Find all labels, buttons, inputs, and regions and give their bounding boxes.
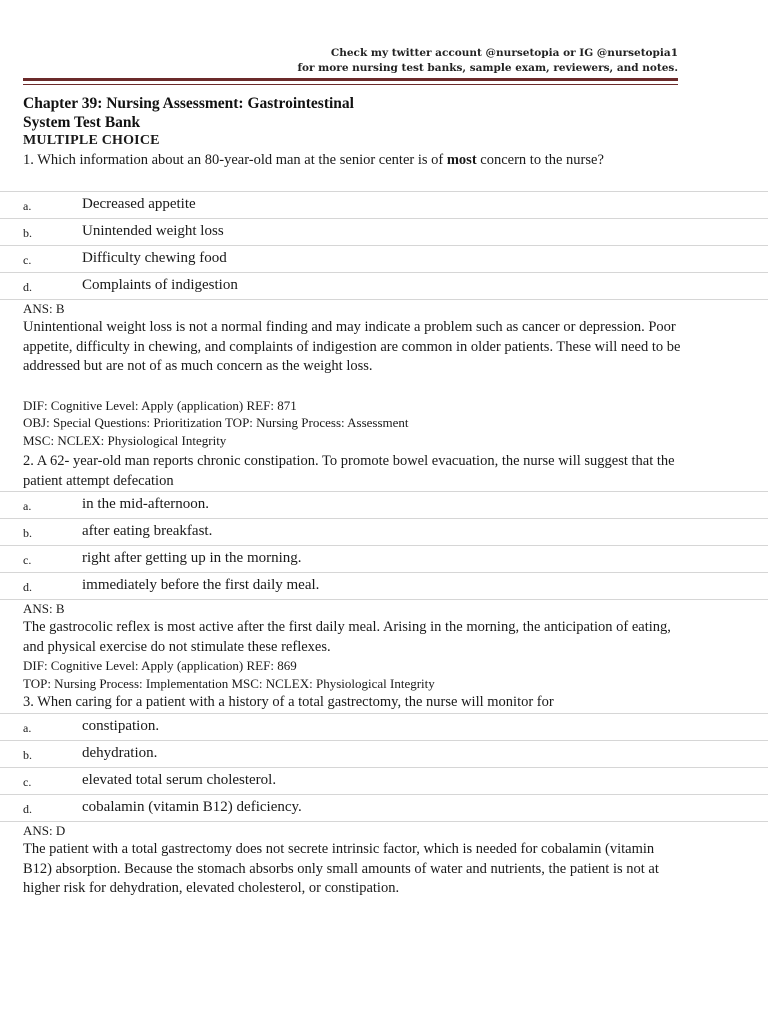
question-2-rationale: The gastrocolic reflex is most active after the first daily meal. Arising in the morning, the anticipation of eating, and physical exercise do not stimulate these reflexes. [23,619,671,655]
choice-text: cobalamin (vitamin B12) deficiency. [82,799,302,815]
question-2-choice-a [0,491,768,519]
choice-letter: c. [23,553,32,567]
question-1-choices-end-rule [0,299,768,300]
question-2-meta-1: DIF: Cognitive Level: Apply (application) REF: 869 [23,658,297,673]
question-2-choices-end-rule [0,599,768,600]
question-1-choice-d [0,272,768,300]
header-rule-thin [23,84,678,85]
header-note-line-1: Check my twitter account @nursetopia or IG @nursetopia1 [330,47,678,59]
question-1-answer: ANS: B [23,301,65,316]
question-3-choice-c [0,767,768,795]
choice-text: Difficulty chewing food [82,250,227,266]
choice-text: elevated total serum cholesterol. [82,772,277,788]
choice-text: Unintended weight loss [82,223,224,239]
choice-text: dehydration. [82,745,158,761]
question-3-choice-a [0,713,768,741]
question-1-stem-emphasis: most [446,152,477,168]
question-1-meta-1: DIF: Cognitive Level: Apply (application) REF: 871 [23,398,297,413]
question-2-stem: 2. A 62- year-old man reports chronic constipation. To promote bowel evacuation, the nurse will suggest that the patient attempt defecation [23,453,675,489]
question-2-choice-d [0,572,768,600]
choice-letter: b. [23,226,32,240]
question-1-rationale: Unintentional weight loss is not a normal finding and may indicate a problem such as cancer or depression. Poor appetite, difficulty in chewing, and complaints of indigestion are common in older patients. These will need to be addressed but are not of as much concern as the weight loss. [23,319,681,374]
question-1-choice-b [0,218,768,246]
chapter-title-line-1: Chapter 39: Nursing Assessment: Gastrointestinal [23,95,354,112]
question-3-rationale: The patient with a total gastrectomy does not secrete intrinsic factor, which is needed for cobalamin (vitamin B12) absorption. Because the stomach absorbs only small amounts of water and nutrients, the patient is not at higher risk for dehydration, elevated cholesterol, or constipation. [23,841,659,896]
question-1-choice-c [0,245,768,273]
question-1-meta-3: MSC: NCLEX: Physiological Integrity [23,433,227,448]
choice-text: Complaints of indigestion [82,277,238,293]
choice-letter: b. [23,526,32,540]
chapter-title-line-2: System Test Bank [23,114,141,131]
choice-text: constipation. [82,718,160,734]
header-rule-thick [23,78,678,81]
choice-letter: a. [23,499,32,513]
choice-letter: c. [23,775,32,789]
choice-letter: a. [23,721,32,735]
choice-text: right after getting up in the morning. [82,550,302,566]
choice-letter: c. [23,253,32,267]
choice-letter: d. [23,280,32,294]
choice-letter: d. [23,802,32,816]
question-2-choice-b [0,518,768,546]
question-1-stem-start: 1. Which information about an 80-year-old man at the senior center is of [23,152,447,168]
choice-text: Decreased appetite [82,196,196,212]
choice-letter: b. [23,748,32,762]
choice-text: in the mid-afternoon. [82,496,210,512]
section-label: MULTIPLE CHOICE [23,133,160,148]
question-1-stem [23,151,683,171]
question-2-answer: ANS: B [23,601,65,616]
choice-letter: a. [23,199,32,213]
question-2-choice-c [0,545,768,573]
choice-letter: d. [23,580,32,594]
question-3-choice-d [0,794,768,822]
question-1-choice-a [0,191,768,219]
question-3-stem: 3. When caring for a patient with a history of a total gastrectomy, the nurse will monitor for [23,694,554,710]
title-block [23,94,723,150]
header-note-line-2: for more nursing test banks, sample exam, reviewers, and notes. [297,62,678,74]
question-1-meta-2: OBJ: Special Questions: Prioritization TOP: Nursing Process: Assessment [23,415,409,430]
question-3-choices-end-rule [0,821,768,822]
choice-text: immediately before the first daily meal. [82,577,320,593]
question-2-meta-2: TOP: Nursing Process: Implementation MSC: NCLEX: Physiological Integrity [23,676,435,691]
choice-text: after eating breakfast. [82,523,213,539]
question-3-answer: ANS: D [23,823,66,838]
question-3-choice-b [0,740,768,768]
header-note [297,46,678,76]
question-1-stem-end: concern to the nurse? [476,152,604,168]
